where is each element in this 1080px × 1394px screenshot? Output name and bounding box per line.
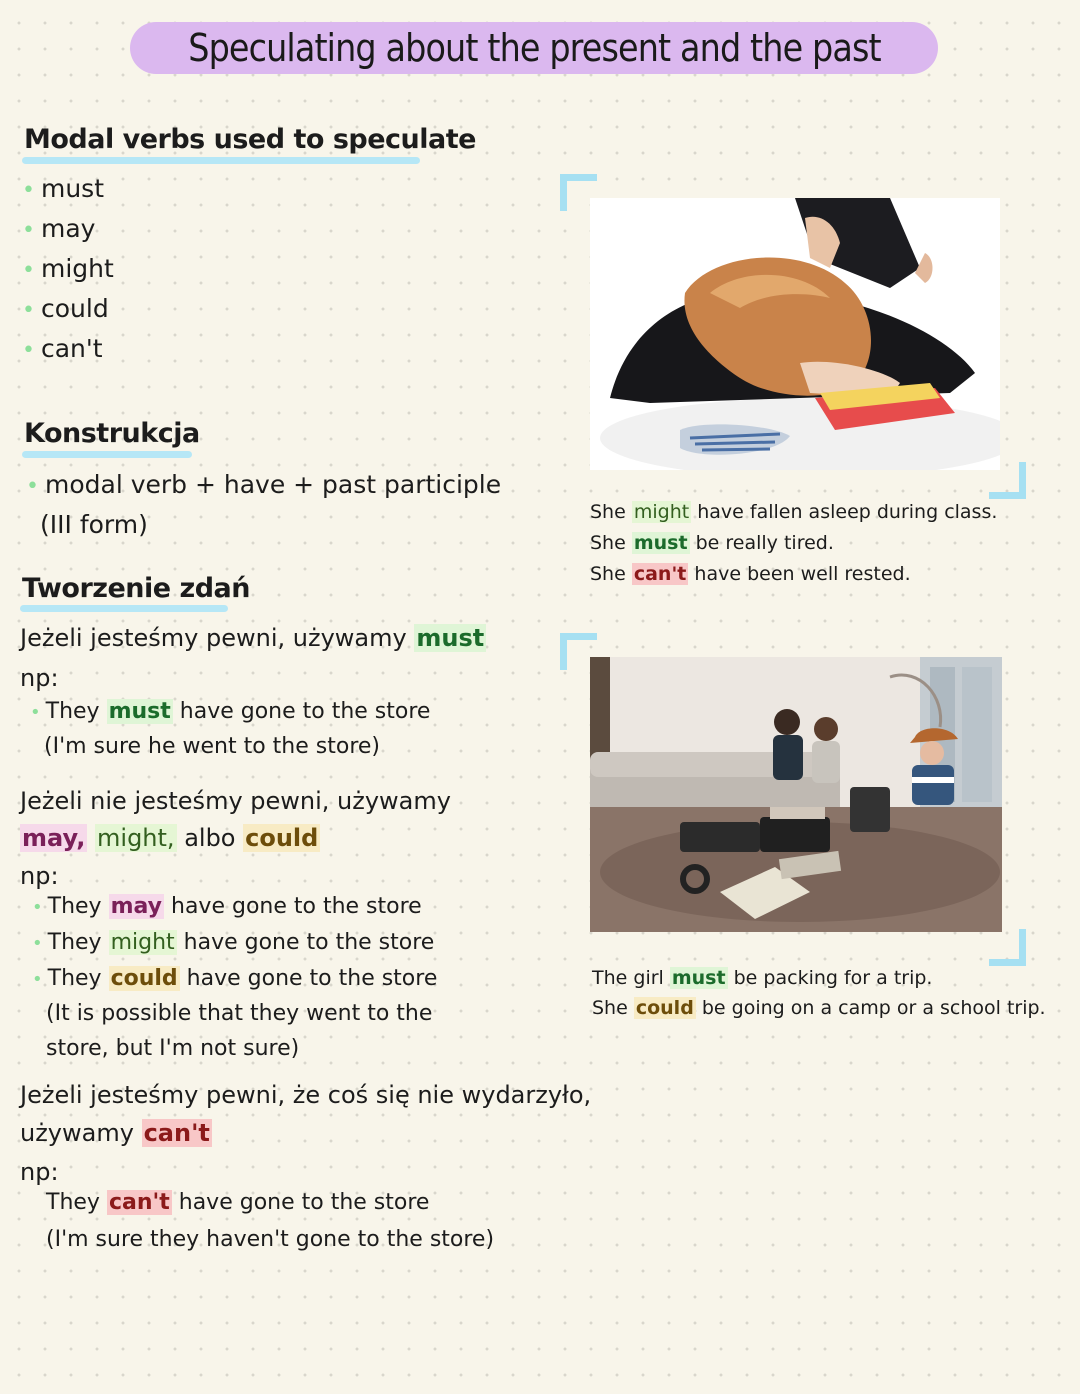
sure-note: (I'm sure he went to the store) (44, 734, 381, 759)
list-item: • might (22, 254, 114, 283)
family-packing-photo (590, 657, 1002, 932)
modal-verbs-underline (22, 157, 420, 164)
unsure-example-could: • They could have gone to the store (32, 966, 438, 991)
caption2-line2: She could be going on a camp or a school trip. (592, 997, 1046, 1019)
negative-intro: Jeżeli jesteśmy pewni, że coś się nie wydarzyło, (20, 1081, 592, 1109)
bullet-dot: • (32, 897, 43, 918)
bullet-dot: • (22, 178, 35, 203)
forming-heading: Tworzenie zdań (22, 573, 250, 604)
sleeping-student-photo (590, 198, 1000, 470)
construction-formula: • modal verb + have + past participle (26, 470, 502, 499)
bullet-dot: • (22, 218, 35, 243)
construction-underline (22, 451, 192, 458)
caption1-line2: She must be really tired. (590, 532, 834, 554)
unsure-example-may: • They may have gone to the store (32, 894, 422, 919)
bullet-dot: • (32, 969, 43, 990)
sure-intro: Jeżeli jesteśmy pewni, używamy must (20, 624, 485, 652)
unsure-words: may, might, albo could (22, 824, 319, 852)
negative-example: They can't have gone to the store (46, 1190, 430, 1215)
sleeping-student-illustration (590, 198, 1000, 470)
construction-heading: Konstrukcja (24, 418, 200, 449)
sure-example: • They must have gone to the store (30, 699, 431, 724)
caption1-line3: She can't have been well rested. (590, 563, 911, 585)
unsure-intro: Jeżeli nie jesteśmy pewni, używamy (20, 787, 451, 815)
unsure-note-line2: store, but I'm not sure) (46, 1036, 300, 1061)
family-packing-illustration (590, 657, 1002, 932)
bullet-dot: • (30, 702, 41, 723)
bullet-dot: • (22, 258, 35, 283)
bullet-dot: • (32, 933, 43, 954)
list-item: • can't (22, 334, 103, 363)
title-banner (130, 22, 938, 74)
negative-note: (I'm sure they haven't gone to the store) (46, 1227, 495, 1252)
modal-verbs-heading: Modal verbs used to speculate (24, 124, 476, 155)
bullet-dot: • (26, 474, 39, 499)
bullet-dot: • (22, 298, 35, 323)
negative-np: np: (20, 1158, 59, 1186)
list-item: • may (22, 214, 96, 243)
frame-corner-bottom-right (989, 929, 1026, 966)
negative-intro-2: używamy can't (20, 1119, 210, 1147)
caption1-line1: She might have fallen asleep during class. (590, 501, 998, 523)
sure-np: np: (20, 664, 59, 692)
unsure-note-line1: (It is possible that they went to the (46, 1001, 433, 1026)
list-item: • could (22, 294, 109, 323)
unsure-example-might: • They might have gone to the store (32, 930, 435, 955)
construction-note: (III form) (40, 510, 148, 539)
bullet-dot: • (22, 338, 35, 363)
unsure-np: np: (20, 862, 59, 890)
modal-verbs-list (22, 174, 114, 374)
forming-underline (20, 605, 228, 612)
page-title: Speculating about the present and the past (187, 26, 881, 70)
caption2-line1: The girl must be packing for a trip. (592, 967, 933, 989)
list-item: • must (22, 174, 105, 203)
